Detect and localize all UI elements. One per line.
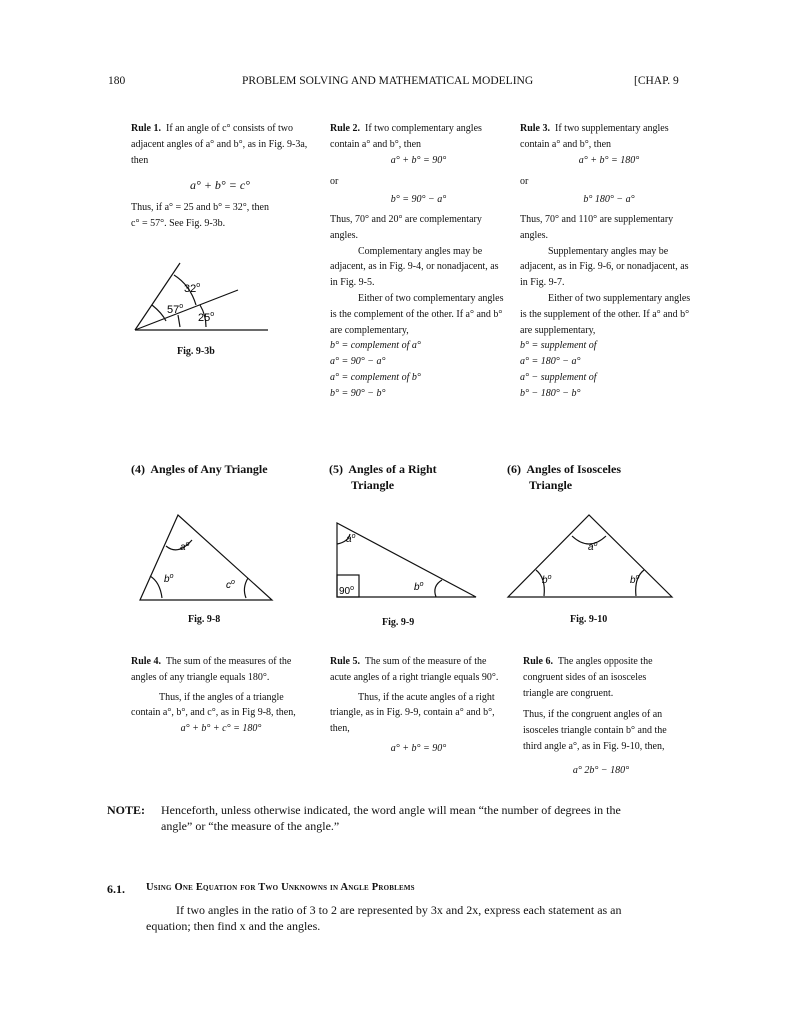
rule-3-eq2: b° 180° − a° <box>583 194 635 206</box>
fig-9-8-label-a: $a^o$ <box>180 541 190 553</box>
fig-9-3b-label-25: 25$^o$ <box>198 311 215 324</box>
fig-9-9-caption: Fig. 9-9 <box>382 617 415 628</box>
rule-1-text: If an angle of c° consists of two adjacent angles of a° and b°, as in Fig. 9-3a, then <box>131 123 308 166</box>
rule-1-thus-2: c° = 57°. See Fig. 9-3b. <box>131 217 226 229</box>
problem-title: Using One Equation for Two Unknowns in Angle Problems <box>146 882 415 893</box>
rule-5-equation: a° + b° = 90° <box>390 742 447 754</box>
rule-3-thus: Thus, 70° and 110° are supplementary angles. <box>520 213 674 241</box>
figure-9-3b <box>130 255 280 340</box>
rule-2-para3: Either of two complementary angles is the complement of the other. If a° and b° are complementary, <box>330 292 504 336</box>
rule-2-label: Rule 2. <box>330 123 360 134</box>
fig-9-3b-middle-ray <box>135 290 238 330</box>
fig-9-8-arc-c <box>244 578 248 598</box>
page-number: 180 <box>108 75 126 87</box>
note-line-1: Henceforth, unless otherwise indicated, the word angle will mean “the number of degrees in the <box>161 803 621 817</box>
rule-3-text: If two supplementary angles contain a° and b°, then <box>520 123 669 150</box>
rule-3-para2: Supplementary angles may be adjacent, as in Fig. 9-6, or nonadjacent, as in Fig. 9-7. <box>520 245 689 289</box>
rule-1-thus-1: Thus, if a° = 25 and b° = 32°, then <box>131 202 269 214</box>
problem-body <box>146 902 706 934</box>
rule-2-eq2: b° = 90° − a° <box>390 194 447 206</box>
rule-2-or: or <box>330 176 339 188</box>
rule-2-line3: a° = complement of b° <box>330 371 421 383</box>
rule-2-eq1: a° + b° = 90° <box>390 154 447 166</box>
note-label-text: NOTE: <box>107 803 146 817</box>
rule-2-text: If two complementary angles contain a° and b°, then <box>330 123 482 150</box>
rule-4-text: The sum of the measures of the angles of any triangle equals 180°. <box>131 656 292 683</box>
rule-3-line3: a° − supplement of <box>520 371 597 383</box>
rule-3-eq1: a° + b° = 180° <box>578 154 640 166</box>
rule-4-label: Rule 4. <box>131 656 161 667</box>
rule-4-block <box>131 654 311 737</box>
note-body <box>161 802 701 834</box>
fig-9-9-label-b: $b^o$ <box>414 581 424 593</box>
section-5-number: (5) <box>329 462 343 476</box>
rule-3-para3: Either of two supplementary angles is the supplement of the other. If a° and b° are supplementary, <box>520 292 691 336</box>
rule-3-line1: b° = supplement of <box>520 340 597 352</box>
rule-2-para2: Complementary angles may be adjacent, as in Fig. 9-4, or nonadjacent, as in Fig. 9-5. <box>330 245 499 289</box>
rule-6-label: Rule 6. <box>523 656 553 667</box>
figure-9-8 <box>138 512 278 604</box>
rule-3-line2: a° = 180° − a° <box>520 356 581 368</box>
rule-5-text: The sum of the measure of the acute angles of a right triangle equals 90°. <box>330 656 499 683</box>
fig-9-8-caption: Fig. 9-8 <box>188 614 221 625</box>
rule-6-para2: Thus, if the congruent angles of an isosceles triangle contain b° and the third angle a°, as in Fig. 9-10, then, <box>523 709 667 752</box>
fig-9-3b-label-32: 32$^o$ <box>184 282 201 295</box>
rule-3-label: Rule 3. <box>520 123 550 134</box>
rule-6-text: The angles opposite the congruent sides of an isosceles triangle are congruent. <box>523 656 653 699</box>
rule-2-line2: a° = 90° − a° <box>330 356 386 368</box>
rule-5-label: Rule 5. <box>330 656 360 667</box>
fig-9-8-label-b: $b^o$ <box>164 573 174 585</box>
problem-line-1: If two angles in the ratio of 3 to 2 are represented by 3x and 2x, express each statement as an <box>176 903 622 917</box>
rule-2-line1: b° = complement of a° <box>330 340 421 352</box>
section-6-title-line1: Angles of Isosceles <box>526 462 622 476</box>
section-4-heading <box>131 461 268 477</box>
rule-3-or: or <box>520 176 529 188</box>
figure-9-9 <box>334 520 480 600</box>
section-6-title-line2: Triangle <box>529 478 573 492</box>
fig-9-3b-arrow-line <box>178 315 180 327</box>
fig-9-9-arc-b <box>435 580 442 597</box>
running-title: PROBLEM SOLVING AND MATHEMATICAL MODELING <box>242 75 534 87</box>
rule-3-block <box>520 121 698 402</box>
rule-1-equation: a° + b° = c° <box>190 178 250 193</box>
rule-1-block <box>131 121 309 232</box>
note-label <box>107 802 145 818</box>
fig-9-9-triangle <box>337 523 476 597</box>
fig-9-9-label-a: $a^o$ <box>346 533 356 545</box>
chapter-label: [CHAP. 9 <box>634 75 679 87</box>
section-6-number: (6) <box>507 462 521 476</box>
rule-6-block <box>523 654 679 779</box>
fig-9-9-label-90: 90$^o$ <box>339 585 355 597</box>
fig-9-8-label-c: $c^o$ <box>226 579 235 591</box>
section-4-number: (4) <box>131 462 145 476</box>
problem-number: 6.1. <box>107 882 125 896</box>
rule-3-line4: b° − 180° − b° <box>520 387 581 399</box>
fig-9-10-label-a: $a^o$ <box>588 541 598 553</box>
rule-5-para2: Thus, if the acute angles of a right triangle, as in Fig. 9-9, contain a° and b°, then, <box>330 691 495 735</box>
rule-6-equation: a° 2b° − 180° <box>572 764 630 776</box>
rule-1-label: Rule 1. <box>131 123 161 134</box>
fig-9-3b-label-57: 57$^o$ <box>167 303 184 316</box>
section-5-heading <box>329 461 437 493</box>
rule-5-block <box>330 654 507 757</box>
figure-9-10 <box>506 512 676 600</box>
fig-9-10-caption: Fig. 9-10 <box>570 614 608 625</box>
fig-9-10-label-b-right: $b^o$ <box>630 574 640 586</box>
section-5-title-line2: Triangle <box>351 478 395 492</box>
fig-9-3b-caption: Fig. 9-3b <box>177 346 215 357</box>
note-line-2: angle” or “the measure of the angle.” <box>161 819 340 833</box>
fig-9-3b-upper-ray <box>135 263 180 330</box>
section-4-title: Angles of Any Triangle <box>150 462 268 476</box>
rule-2-thus: Thus, 70° and 20° are complementary angles. <box>330 213 482 241</box>
problem-line-2: equation; then find x and the angles. <box>146 919 321 933</box>
rule-2-line4: b° = 90° − b° <box>330 387 386 399</box>
section-5-title-line1: Angles of a Right <box>348 462 437 476</box>
fig-9-10-label-b-left: $b^o$ <box>542 574 552 586</box>
rule-4-equation: a° + b° + c° = 180° <box>180 723 262 735</box>
fig-9-10-triangle <box>508 515 672 597</box>
section-6-heading <box>507 461 621 493</box>
fig-9-8-arc-b <box>150 576 162 598</box>
rule-2-block <box>330 121 507 402</box>
rule-4-para2: Thus, if the angles of a triangle contain a°, b°, and c°, as in Fig 9-8, then, <box>131 691 296 719</box>
